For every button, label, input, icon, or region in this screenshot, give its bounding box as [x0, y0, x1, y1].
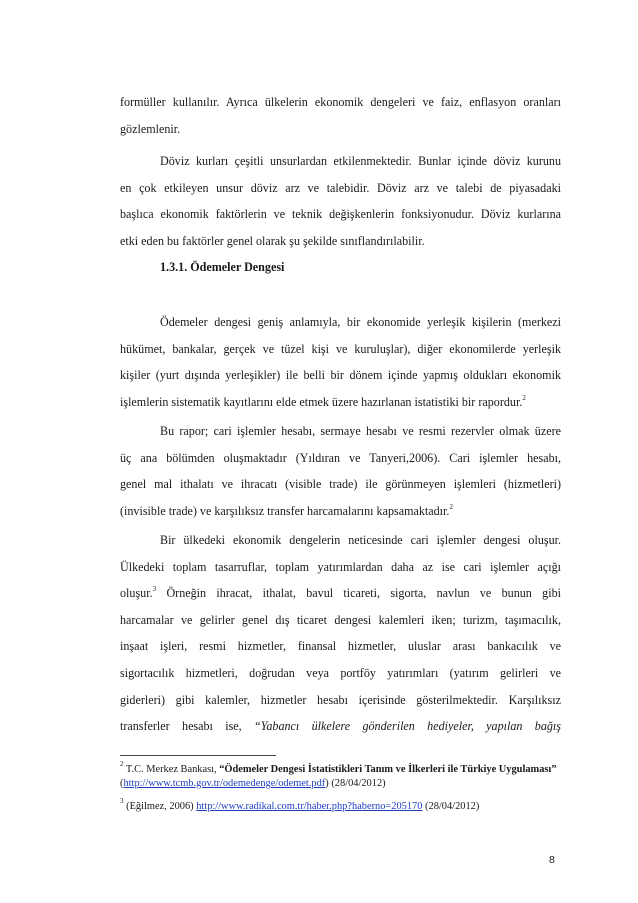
text-line: Döviz kurları çeşitli unsurlardan etkilenmektedir. Bunlar içinde döviz kurunu [160, 154, 561, 168]
paragraph-continuation [120, 89, 561, 142]
text-line: üç ana bölümden oluşmaktadır (Yıldıran ve Tanyeri,2006). Cari işlemler hesabı, [120, 450, 561, 465]
paragraph-current-account [120, 527, 561, 740]
text-line: Ödemeler dengesi geniş anlamıyla, bir ekonomide yerleşik kişilerin (merkezi [160, 315, 561, 329]
text-line: giderleri) gibi kalemler, hizmetler hesabı içerisinde gösterilmektedir. Karşılıksız [120, 692, 561, 707]
text-line: formüller kullanılır. Ayrıca ülkelerin ekonomik dengeleri ve faiz, enflasyon oranları [120, 95, 561, 109]
text-line: hükümet, bankalar, gerçek ve tüzel kişi ve kuruluşlar), diğer ekonomilerde yerleşik [120, 341, 561, 356]
text-line: Bir ülkedeki ekonomik dengelerin neticesinde cari işlemler dengesi oluşur. [160, 533, 561, 547]
text-line: oluşur.$^3$ Örneğin ihracat, ithalat, bavul ticareti, sigorta, navlun ve bunun gibi [120, 585, 561, 601]
text-line: Ülkedeki toplam tasarruflar, toplam yatırımlardan daha az ise cari işlemler açığı [120, 559, 561, 574]
footnote-2: $^3$ (Eğilmez, 2006) http://www.radikal.com.tr/haber.php?haberno=205170 (28/04/2012) [120, 797, 480, 812]
text-line: Bu rapor; cari işlemler hesabı, sermaye hesabı ve resmi rezervler olmak üzere [160, 424, 561, 438]
footnote-number: 3 [120, 797, 124, 805]
text-line: en çok etkileyen unsur döviz arz ve talebidir. Döviz arz ve talebi de piyasadaki [120, 180, 561, 195]
footnote-number: 2 [120, 760, 124, 768]
footnote-ref: 2 [449, 502, 453, 511]
paragraph-exchange-rate-factors [120, 148, 561, 254]
text-line: gözlemlenir. [120, 121, 181, 136]
text-line: işlemlerin sistematik kayıtlarını elde etmek üzere hazırlanan istatistiki bir rapordur.$^2$ [120, 393, 526, 409]
text-line: harcamalar ve gelirler genel dış ticaret dengesi kalemleri iken; turizm, taşımacılık, [120, 612, 561, 627]
text-line: transferler hesabı ise, “Yabancı ülkelere gönderilen hediyeler, yapılan bağış [120, 719, 561, 734]
text-line: etki eden bu faktörler genel olarak şu şekilde sınıflandırılabilir. [120, 233, 425, 248]
text-line: sigortacılık hizmetleri, doğrudan veya portföy yatırımları (yatırım gelirleri ve [120, 665, 561, 680]
footnote-ref: 2 [522, 393, 526, 402]
text-line: kişiler (yurt dışında yerleşikler) ile belli bir dönem içinde yapmış oldukları ekonomik [120, 368, 561, 383]
footnote-1: $^2$ T.C. Merkez Bankası, “Ödemeler Dengesi İstatistikleri Tanım ve İlkerleri ile Türkiye Uygulaması” (http://www.tcmb.gov.tr/odemedenge/odemet.pdf) (28/04/2012) [120, 760, 557, 789]
footnote-ref: 3 [152, 585, 157, 594]
paragraph-balance-of-payments [120, 309, 561, 415]
paragraph-report-sections [120, 418, 561, 524]
footnote-link[interactable]: http://www.radikal.com.tr/haber.php?haberno=205170 [196, 801, 423, 812]
page-number: 8 [549, 854, 555, 866]
footnote-link[interactable]: http://www.tcmb.gov.tr/odemedenge/odemet.pdf [123, 778, 326, 789]
footnote-divider [120, 755, 276, 756]
text-line: inşaat işleri, resmi hizmetler, finansal hizmetler, uluslar arası bankacılık ve [120, 639, 561, 654]
section-heading: 1.3.1. Ödemeler Dengesi [160, 260, 285, 274]
text-line: genel mal ithalatı ve ihracatı (visible trade) ile görünmeyen işlemleri (hizmetleri) [120, 477, 561, 492]
text-line: başlıca ekonomik faktörlerin ve teknik değişkenlerin fonksiyonudur. Döviz kurlarına [120, 207, 561, 222]
text-line: (invisible trade) ve karşılıksız transfer harcamalarını kapsamaktadır.$^2$ [120, 502, 453, 518]
